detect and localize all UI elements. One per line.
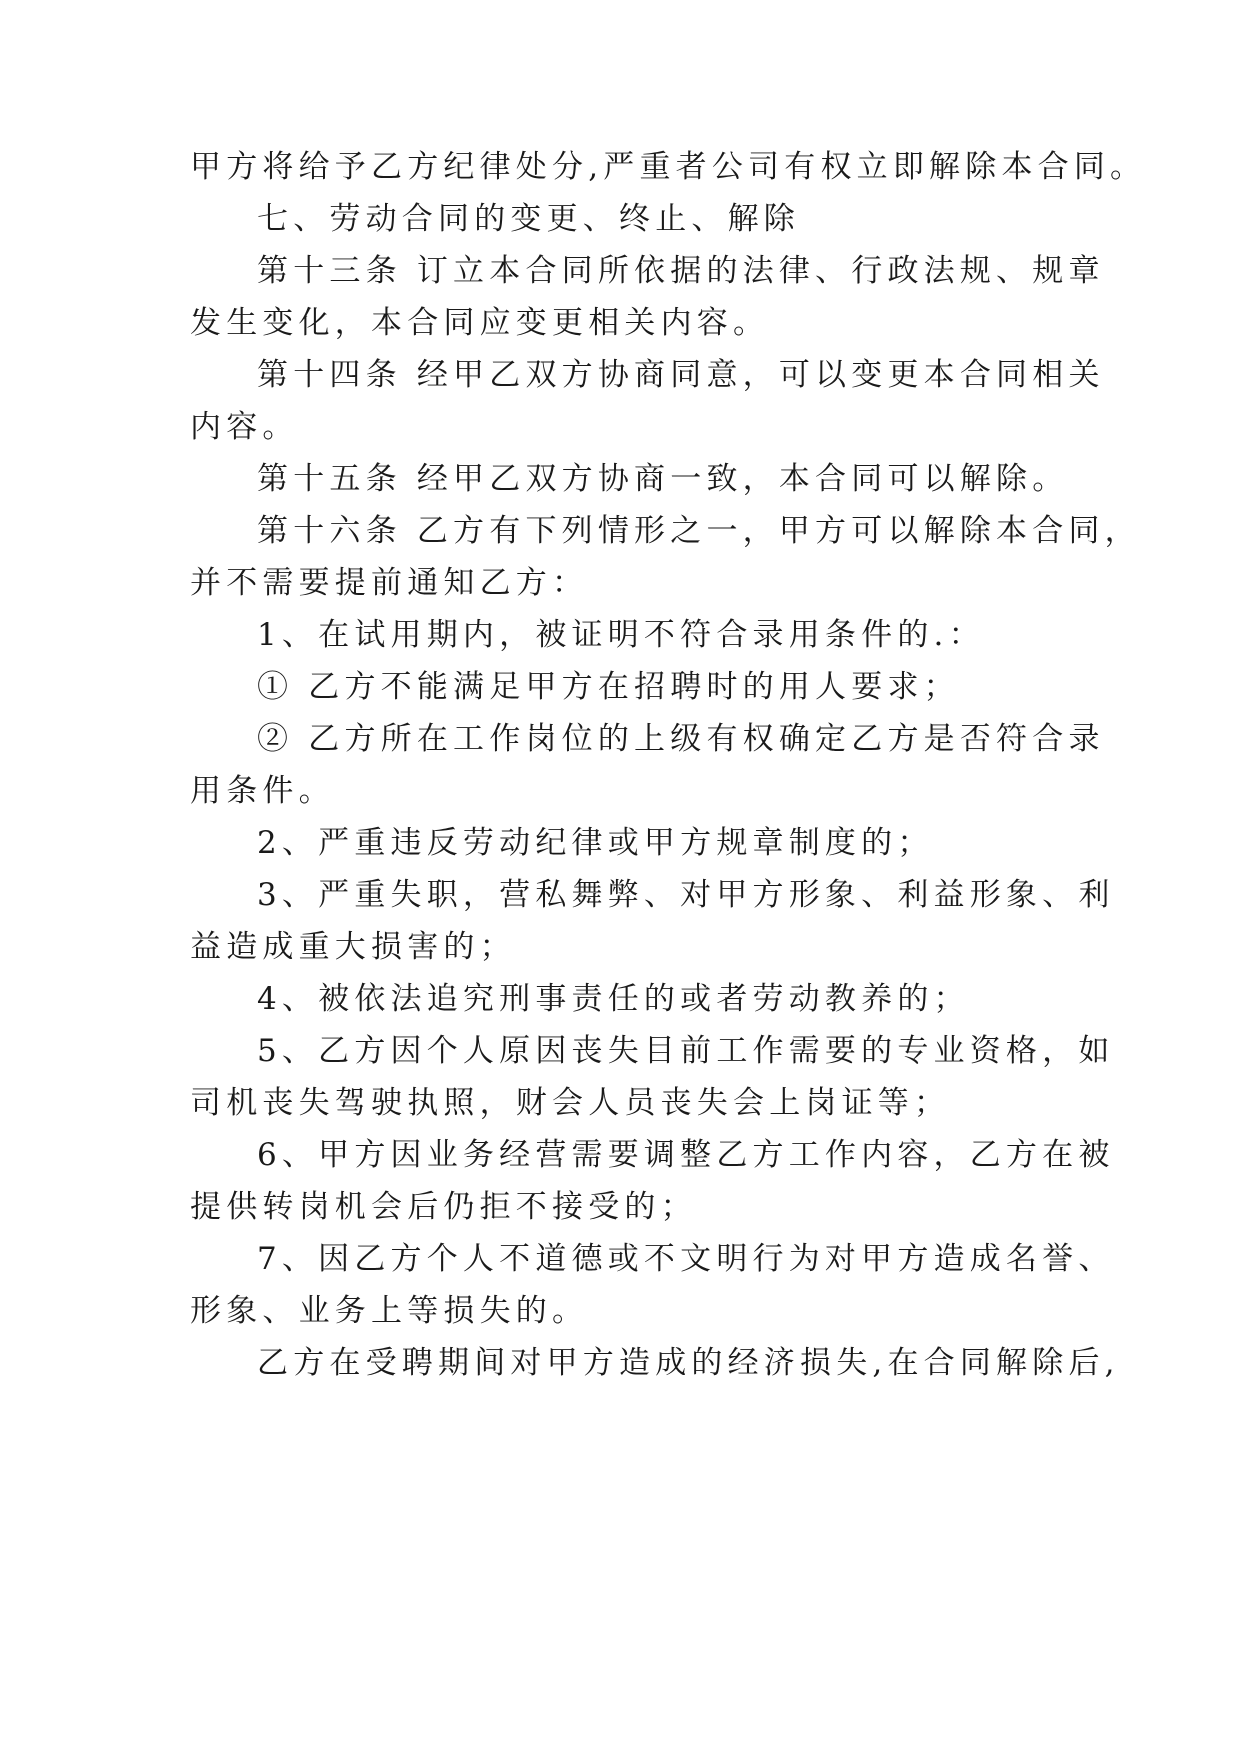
article-13-line-2: 发生变化，本合同应变更相关内容。 (190, 305, 770, 341)
sub-item-2-line-2: 用条件。 (190, 773, 335, 809)
text-line: 甲方将给予乙方纪律处分,严重者公司有权立即解除本合同。 (190, 149, 1147, 185)
list-item-3-line-1: 3、严重失职，营私舞弊、对甲方形象、利益形象、利 (257, 877, 1115, 913)
article-13-line-1: 第十三条 订立本合同所依据的法律、行政法规、规章 (257, 253, 1105, 289)
list-item-5-line-2: 司机丧失驾驶执照，财会人员丧失会上岗证等； (190, 1085, 951, 1121)
sub-item-1: ① 乙方不能满足甲方在招聘时的用人要求； (257, 669, 960, 705)
article-16-line-2: 并不需要提前通知乙方： (190, 565, 589, 601)
closing-line: 乙方在受聘期间对甲方造成的经济损失,在合同解除后, (257, 1345, 1120, 1381)
list-item-6-line-2: 提供转岗机会后仍拒不接受的； (190, 1189, 697, 1225)
article-14-line-2: 内容。 (190, 409, 299, 445)
article-16-line-1: 第十六条 乙方有下列情形之一，甲方可以解除本合同， (257, 513, 1141, 549)
article-15: 第十五条 经甲乙双方协商一致，本合同可以解除。 (257, 461, 1069, 497)
list-item-1: 1、在试用期内，被证明不符合录用条件的.： (257, 617, 985, 653)
list-item-2: 2、严重违反劳动纪律或甲方规章制度的； (257, 825, 934, 861)
list-item-7-line-1: 7、因乙方个人不道德或不文明行为对甲方造成名誉、 (257, 1241, 1115, 1277)
section-heading: 七、劳动合同的变更、终止、解除 (257, 201, 800, 237)
article-14-line-1: 第十四条 经甲乙双方协商同意，可以变更本合同相关 (257, 357, 1105, 393)
list-item-5-line-1: 5、乙方因个人原因丧失目前工作需要的专业资格，如 (257, 1033, 1115, 1069)
list-item-7-line-2: 形象、业务上等损失的。 (190, 1293, 589, 1329)
sub-item-2-line-1: ② 乙方所在工作岗位的上级有权确定乙方是否符合录 (257, 721, 1105, 757)
list-item-6-line-1: 6、甲方因业务经营需要调整乙方工作内容，乙方在被 (257, 1137, 1115, 1173)
list-item-3-line-2: 益造成重大损害的； (190, 929, 516, 965)
list-item-4: 4、被依法追究刑事责任的或者劳动教养的； (257, 981, 970, 1017)
